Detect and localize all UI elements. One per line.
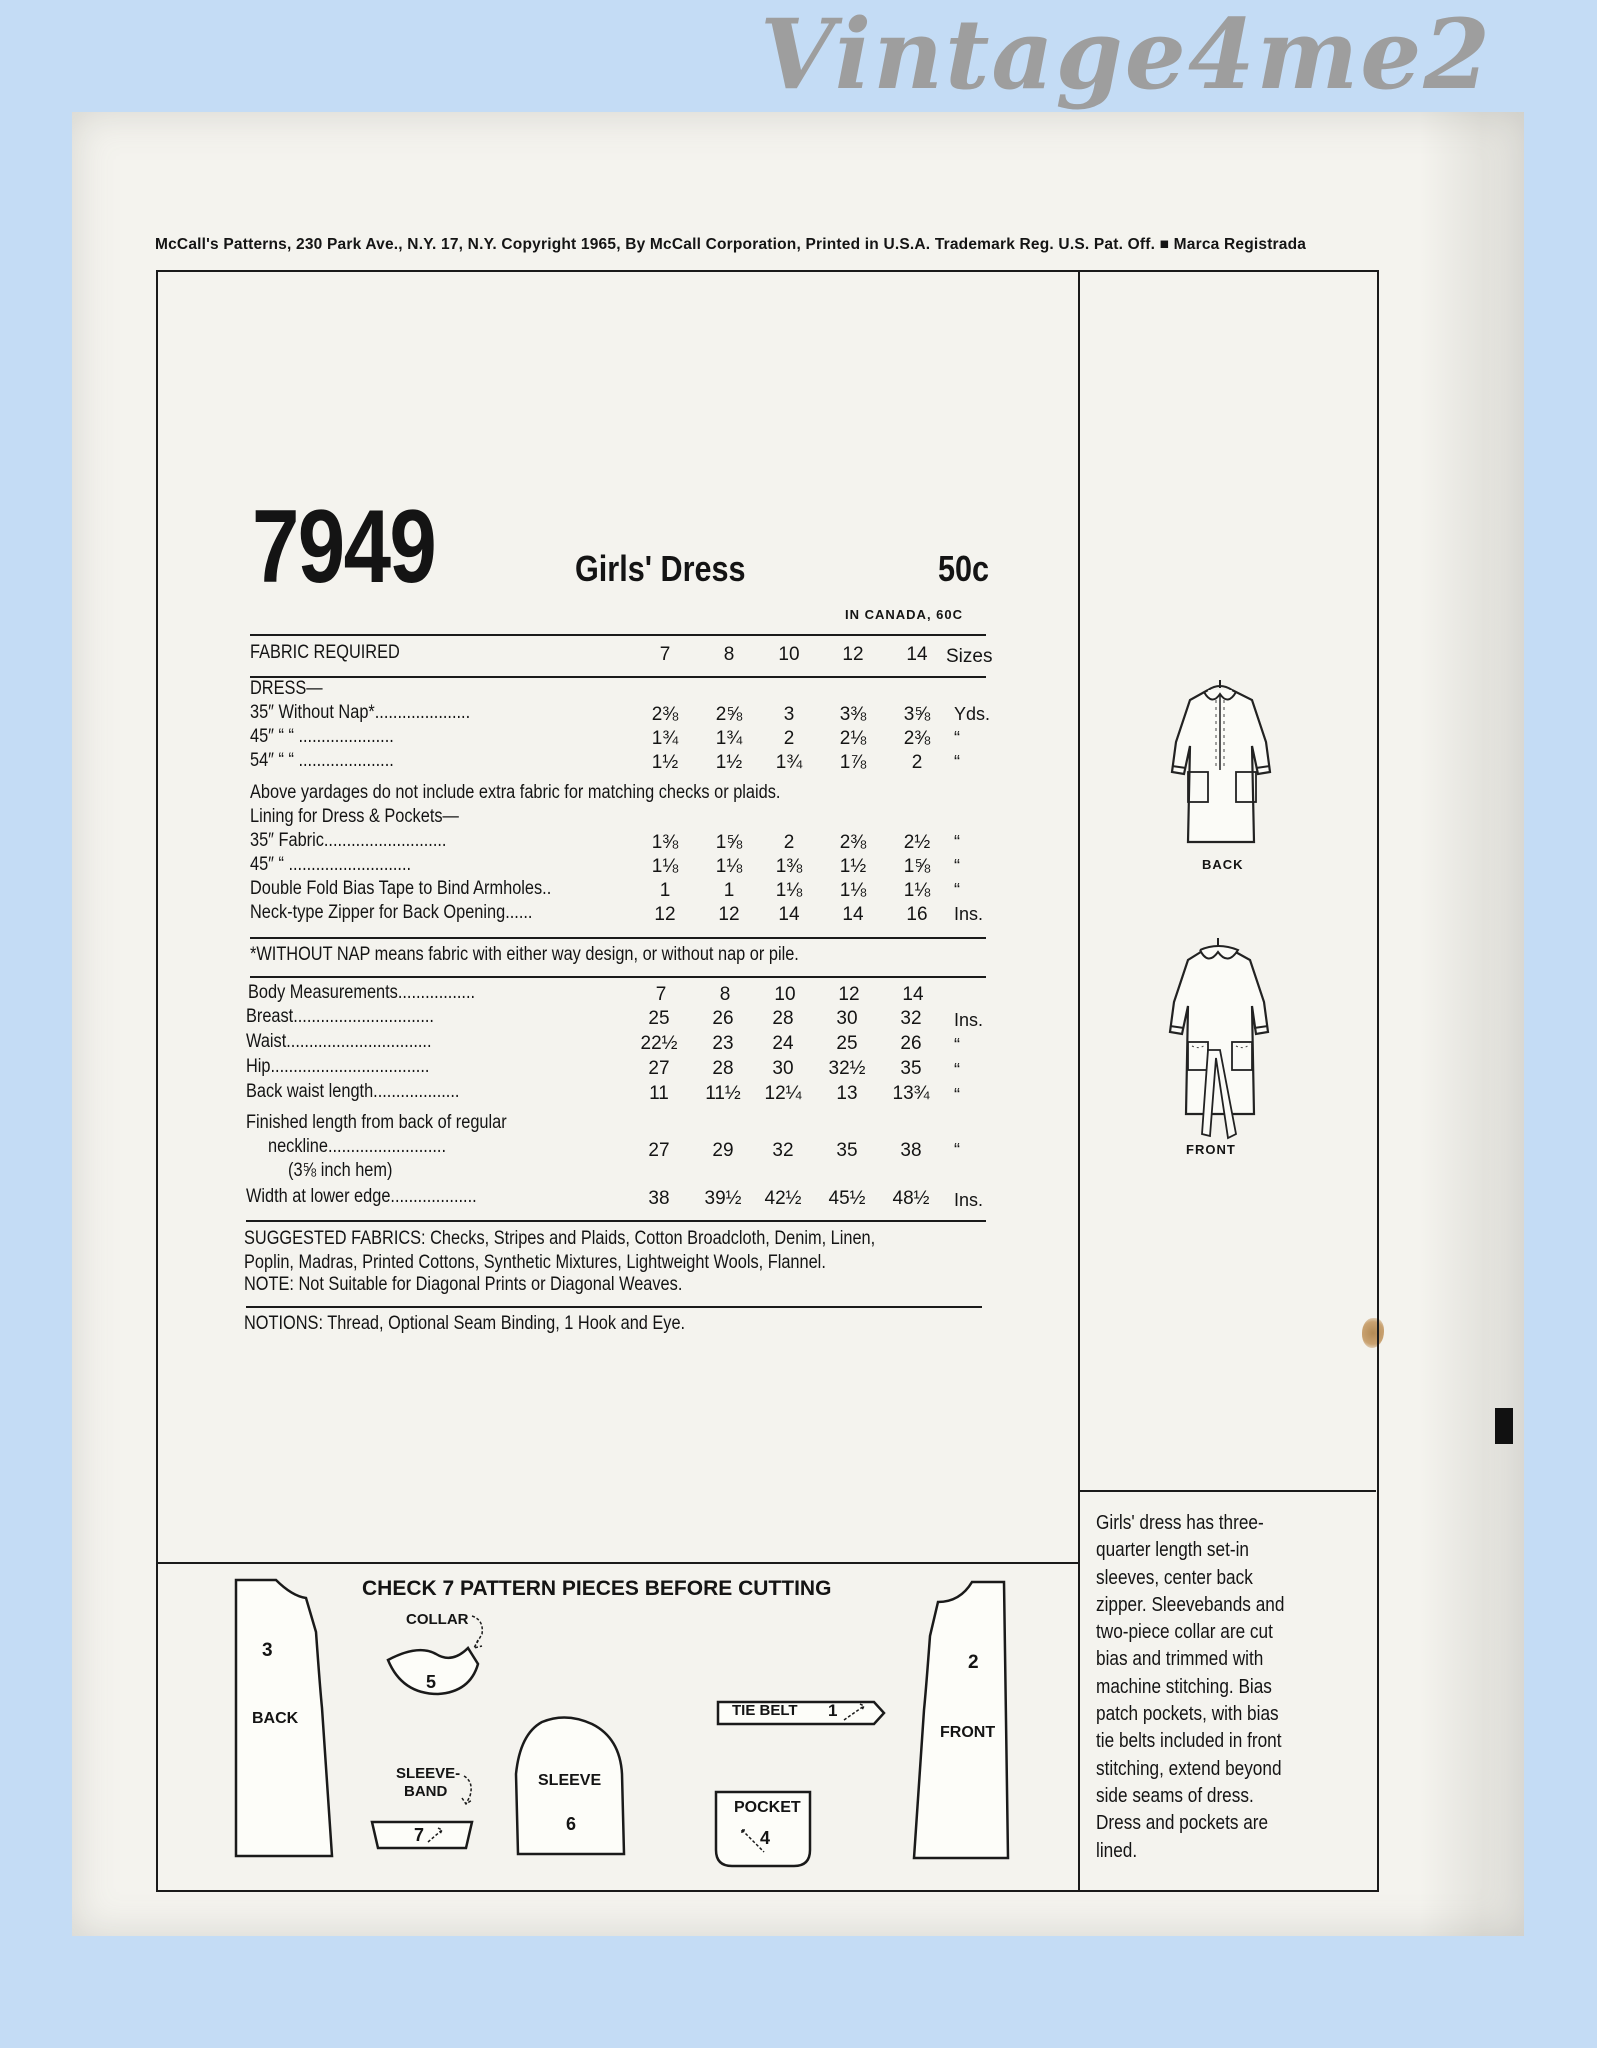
lining-row-label: Neck-type Zipper for Back Opening...... (250, 902, 533, 923)
pattern-description (1096, 1510, 1284, 1865)
width-lower-edge-label: Width at lower edge................... (246, 1186, 477, 1207)
body-measurements-header: Body Measurements................. (248, 982, 476, 1003)
body-row-value: 11 (649, 1083, 669, 1104)
piece-tie-belt-label: TIE BELT (732, 1702, 798, 1719)
fabric-row-value: 1⅞ (839, 752, 867, 773)
piece-sleeveband-outline (370, 1768, 480, 1858)
envelope-tab-mark (1495, 1408, 1513, 1444)
description-line: Dress and pockets are (1096, 1812, 1269, 1835)
fabric-row-unit: Yds. (954, 704, 991, 724)
body-row-value: 13¾ (892, 1083, 930, 1104)
description-line: quarter length set-in (1096, 1539, 1249, 1562)
body-row-value: 26 (900, 1033, 922, 1054)
body-row-value: 11½ (705, 1083, 741, 1104)
description-line: zipper. Sleevebands and (1096, 1593, 1285, 1616)
fabric-row-value: 2⅝ (715, 704, 743, 725)
suggested-fabrics-line-3: NOTE: Not Suitable for Diagonal Prints or Diagonal Weaves. (244, 1274, 683, 1295)
publisher-line: McCall's Patterns, 230 Park Ave., N.Y. 17, N.Y. Copyright 1965, By McCall Corporation, Printed in U.S.A. Trademark Reg. U.S. Pat. Off. ■ Marca Registrada (155, 236, 1307, 253)
body-row-value: 28 (712, 1058, 734, 1079)
width-lower-edge-value: 48½ (892, 1188, 930, 1209)
piece-sleeveband-label-2: BAND (404, 1783, 448, 1800)
body-row-unit: Ins. (954, 1010, 984, 1030)
watermark: Vintage4me2 (760, 0, 1493, 111)
lining-row-value: 1⅛ (775, 880, 803, 901)
size-header: 8 (723, 644, 735, 665)
description-line: stitching, extend beyond (1096, 1757, 1282, 1780)
pattern-pieces-heading: CHECK 7 PATTERN PIECES BEFORE CUTTING (362, 1577, 832, 1600)
size-header: 7 (659, 644, 671, 665)
body-size-header: 14 (902, 984, 924, 1005)
fabric-row-value: 1¾ (715, 728, 743, 749)
fabric-row-value: 2 (911, 752, 923, 773)
body-size-header: 8 (719, 984, 731, 1005)
fabric-row-value: 2⅜ (903, 728, 931, 749)
finished-length-line-1: Finished length from back of regular (246, 1112, 507, 1133)
fabric-row-value: 1¾ (775, 752, 803, 773)
notions: NOTIONS: Thread, Optional Seam Binding, 1 Hook and Eye. (244, 1313, 686, 1334)
size-header: 10 (778, 644, 800, 665)
piece-front-label: FRONT (940, 1724, 996, 1741)
lining-row-value: 1⅜ (651, 832, 679, 853)
description-line: side seams of dress. (1096, 1784, 1254, 1807)
suggested-fabrics-line-1: SUGGESTED FABRICS: Checks, Stripes and Plaids, Cotton Broadcloth, Denim, Linen, (244, 1228, 876, 1249)
notions-rule (246, 1306, 982, 1308)
body-row-value: 25 (836, 1033, 858, 1054)
lining-row-label: 45″ “ ........................... (250, 854, 412, 875)
sizes-label: Sizes (946, 646, 993, 667)
fabric-row-unit: “ (954, 728, 960, 748)
fabric-row-value: 3⅝ (903, 704, 931, 725)
fabric-row-unit: “ (954, 752, 960, 772)
finished-length-value: 32 (772, 1140, 794, 1161)
body-section-rule (246, 1220, 986, 1222)
body-row-value: 28 (772, 1008, 794, 1029)
lining-row-value: 1½ (839, 856, 867, 877)
finished-length-unit: “ (954, 1140, 960, 1160)
body-row-value: 26 (712, 1008, 734, 1029)
description-line: patch pockets, with bias (1096, 1703, 1279, 1726)
description-line: sleeves, center back (1096, 1566, 1253, 1589)
lining-row-value: 1⅛ (839, 880, 867, 901)
pattern-title: Girls' Dress (575, 548, 746, 589)
fabric-row-label: 45″ “ “ ..................... (250, 726, 394, 747)
suggested-fabrics-line-2: Poplin, Madras, Printed Cottons, Synthetic Mixtures, Lightweight Wools, Flannel. (244, 1252, 826, 1273)
dress-front-illustration (1158, 938, 1278, 1138)
lining-row-unit: Ins. (954, 904, 984, 924)
body-size-header: 12 (838, 984, 860, 1005)
lining-row-value: 1⅝ (903, 856, 931, 877)
description-line: Girls' dress has three- (1096, 1512, 1264, 1534)
piece-sleeveband-label-1: SLEEVE- (396, 1765, 461, 1782)
price-canada: IN CANADA, 60C (845, 607, 964, 622)
body-row-value: 30 (772, 1058, 794, 1079)
lining-row-value: 14 (842, 904, 864, 925)
body-row-value: 32½ (828, 1058, 866, 1079)
piece-pocket-number: 4 (760, 1828, 771, 1848)
body-row-value: 23 (712, 1033, 734, 1054)
body-row-value: 27 (648, 1058, 670, 1079)
piece-pocket-label: POCKET (734, 1799, 801, 1816)
fabric-row-value: 2⅛ (839, 728, 867, 749)
table-header-rule (250, 676, 986, 678)
body-row-label: Waist................................ (246, 1031, 432, 1052)
body-row-value: 32 (900, 1008, 922, 1029)
lining-row-value: 2½ (903, 832, 931, 853)
illustration-back-label: BACK (1202, 857, 1244, 872)
piece-back-number: 3 (262, 1640, 273, 1661)
piece-back-label: BACK (252, 1710, 299, 1727)
size-header: 12 (842, 644, 864, 665)
description-line: two-piece collar are cut (1096, 1621, 1273, 1644)
fabric-row-value: 3 (783, 704, 795, 725)
piece-collar-label: COLLAR (406, 1611, 469, 1628)
finished-length-line-2: neckline.......................... (268, 1136, 446, 1157)
price: 50c (938, 548, 990, 589)
dress-back-illustration (1160, 680, 1280, 850)
piece-sleeveband-number: 7 (414, 1825, 425, 1845)
finished-length-value: 29 (712, 1140, 734, 1161)
fabric-row-value: 1½ (651, 752, 679, 773)
piece-collar-number: 5 (426, 1672, 437, 1692)
piece-tie-belt-number: 1 (828, 1701, 838, 1720)
without-nap-note: *WITHOUT NAP means fabric with either way design, or without nap or pile. (250, 944, 799, 965)
lining-row-value: 14 (778, 904, 800, 925)
body-row-value: 13 (836, 1083, 858, 1104)
width-lower-edge-value: 38 (648, 1188, 670, 1209)
fabric-row-value: 3⅜ (839, 704, 867, 725)
lining-row-label: Double Fold Bias Tape to Bind Armholes.. (250, 878, 552, 899)
body-row-value: 24 (772, 1033, 794, 1054)
body-size-header: 10 (774, 984, 796, 1005)
description-line: tie belts included in front (1096, 1730, 1282, 1753)
lining-row-value: 2 (783, 832, 795, 853)
nap-note-rule (250, 976, 986, 978)
body-row-label: Breast............................... (246, 1006, 434, 1027)
lining-row-value: 1 (659, 880, 671, 901)
lining-row-value: 16 (906, 904, 928, 925)
width-lower-edge-value: 42½ (764, 1188, 802, 1209)
finished-length-value: 35 (836, 1140, 858, 1161)
body-row-value: 22½ (640, 1033, 678, 1054)
fabric-section-rule (250, 937, 986, 939)
pattern-number: 7949 (252, 489, 436, 605)
body-row-value: 35 (900, 1058, 922, 1079)
piece-sleeve-number: 6 (566, 1814, 577, 1834)
fabric-row-value: 1¾ (651, 728, 679, 749)
description-line: bias and trimmed with (1096, 1648, 1264, 1671)
body-row-value: 12¼ (764, 1083, 802, 1104)
lining-row-unit: “ (954, 880, 960, 900)
table-top-rule (250, 634, 986, 636)
finished-length-value: 27 (648, 1140, 670, 1161)
fabric-row-value: 2 (783, 728, 795, 749)
lining-row-value: 1⅛ (903, 880, 931, 901)
fabric-row-value: 2⅜ (651, 704, 679, 725)
hem-note: (3⅝ inch hem) (288, 1160, 393, 1181)
width-lower-edge-value: 45½ (828, 1188, 866, 1209)
width-lower-edge-value: 39½ (704, 1188, 742, 1209)
width-lower-edge-unit: Ins. (954, 1190, 984, 1210)
lining-row-unit: “ (954, 832, 960, 852)
size-header: 14 (906, 644, 928, 665)
body-row-value: 30 (836, 1008, 858, 1029)
pieces-section-divider (156, 1562, 1080, 1564)
fabric-row-label: 54″ “ “ ..................... (250, 750, 394, 771)
body-size-header: 7 (655, 984, 667, 1005)
body-row-unit: “ (954, 1035, 960, 1055)
body-row-label: Back waist length................... (246, 1081, 460, 1102)
lining-row-value: 1⅛ (651, 856, 679, 877)
body-row-value: 25 (648, 1008, 670, 1029)
body-row-label: Hip................................... (246, 1056, 430, 1077)
piece-sleeve-label: SLEEVE (538, 1772, 602, 1789)
lining-row-value: 1⅝ (715, 832, 743, 853)
lining-row-value: 2⅜ (839, 832, 867, 853)
description-line: machine stitching. Bias (1096, 1675, 1272, 1698)
illustration-front-label: FRONT (1186, 1142, 1236, 1157)
fabric-required-header: FABRIC REQUIRED (250, 642, 400, 663)
dress-section-label: DRESS— (250, 678, 323, 699)
piece-front-number: 2 (968, 1652, 979, 1673)
lining-row-value: 1⅛ (715, 856, 743, 877)
lining-row-label: 35″ Fabric........................... (250, 830, 447, 851)
fabric-row-value: 1½ (715, 752, 743, 773)
body-row-unit: “ (954, 1060, 960, 1080)
body-row-unit: “ (954, 1085, 960, 1105)
finished-length-value: 38 (900, 1140, 922, 1161)
lining-row-value: 12 (718, 904, 740, 925)
lining-label: Lining for Dress & Pockets— (250, 806, 459, 827)
description-divider (1078, 1490, 1376, 1492)
lining-row-unit: “ (954, 856, 960, 876)
plaids-note: Above yardages do not include extra fabric for matching checks or plaids. (250, 782, 781, 803)
envelope-fold-shadow (1420, 112, 1524, 1936)
fabric-row-label: 35″ Without Nap*..................... (250, 702, 471, 723)
lining-row-value: 1 (723, 880, 735, 901)
right-column-divider (1078, 270, 1080, 1890)
description-line: lined. (1096, 1839, 1138, 1862)
lining-row-value: 12 (654, 904, 676, 925)
lining-row-value: 1⅜ (775, 856, 803, 877)
piece-front-outline (908, 1580, 1018, 1862)
